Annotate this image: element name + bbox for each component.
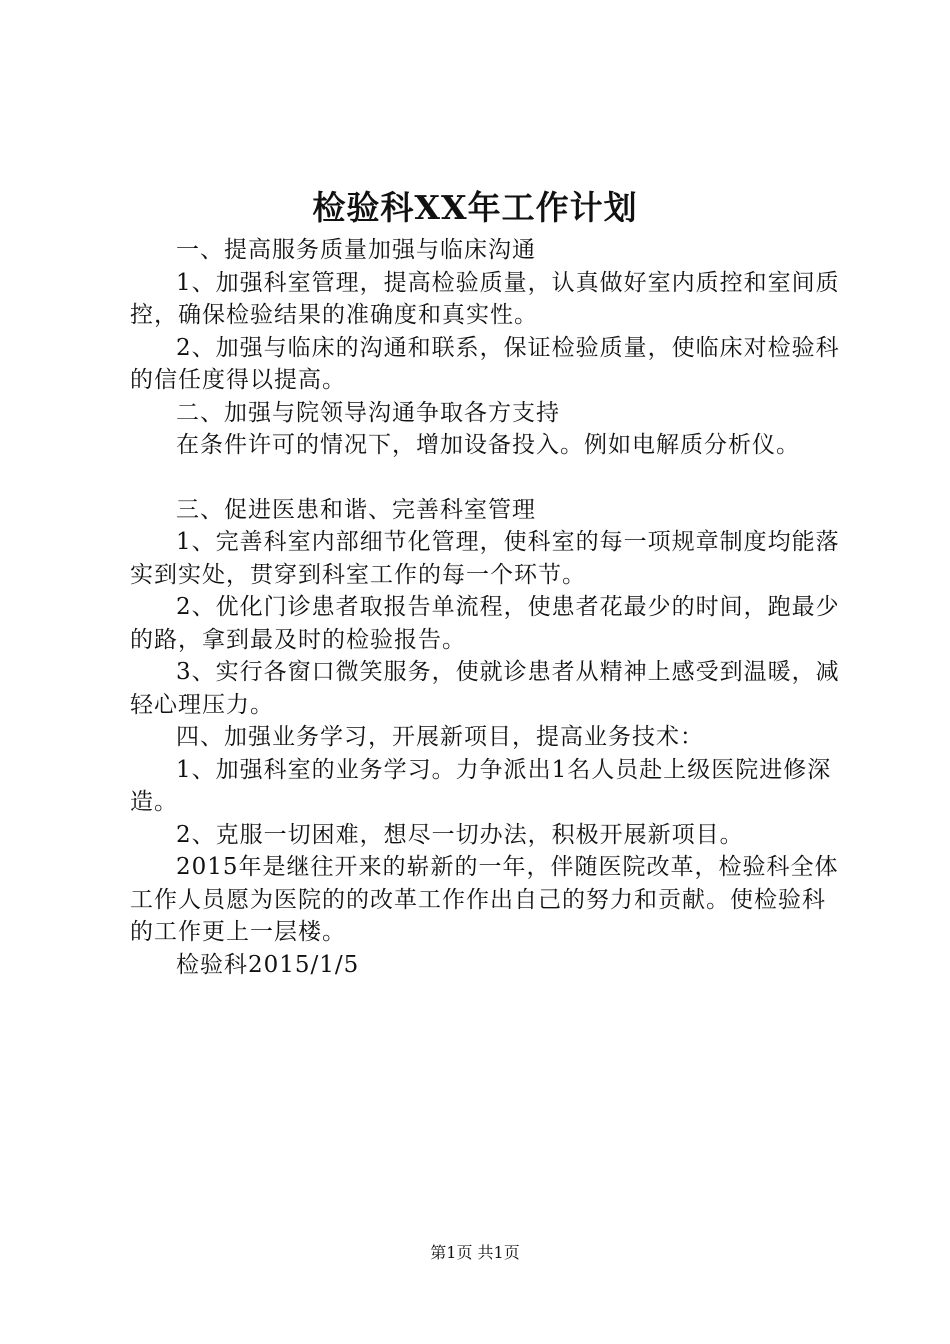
paragraph-4-2: 2、克服一切困难，想尽一切办法，积极开展新项目。 [176,821,744,848]
document-title: 检验科XX年工作计划 [312,188,638,227]
paragraph-3-3: 3、实行各窗口微笑服务，使就诊患者从精神上感受到温暖，减轻心理压力。 [130,659,840,718]
section-heading-2: 二、加强与院领导沟通争取各方支持 [176,399,560,426]
paragraph-3-1: 1、完善科室内部细节化管理，使科室的每一项规章制度均能落实到实处，贯穿到科室工作的每一个环节。 [130,529,840,588]
document-body [130,234,842,981]
signature-date: 检验科2015/1/5 [176,951,360,978]
paragraph-4-1: 1、加强科室的业务学习。力争派出1名人员赴上级医院进修深造。 [130,756,832,815]
section-heading-4: 四、加强业务学习，开展新项目，提高业务技术： [176,724,704,750]
paragraph-1-1: 1、加强科室管理，提高检验质量，认真做好室内质控和室间质控，确保检验结果的准确度和真实性。 [130,269,840,328]
page-footer: 第1页 共1页 [430,1243,520,1262]
paragraph-3-2: 2、优化门诊患者取报告单流程，使患者花最少的时间，跑最少的路，拿到最及时的检验报告。 [130,594,840,653]
closing-paragraph: 2015年是继往开来的崭新的一年，伴随医院改革，检验科全体工作人员愿为医院的的改革工作作出自己的努力和贡献。使检验科的工作更上一层楼。 [130,854,839,945]
section-heading-1: 一、提高服务质量加强与临床沟通 [176,237,536,263]
paragraph-2-1: 在条件许可的情况下，增加设备投入。例如电解质分析仪。 [176,432,800,458]
paragraph-1-2: 2、加强与临床的沟通和联系，保证检验质量，使临床对检验科的信任度得以提高。 [130,334,840,393]
section-heading-3: 三、促进医患和谐、完善科室管理 [176,496,536,523]
